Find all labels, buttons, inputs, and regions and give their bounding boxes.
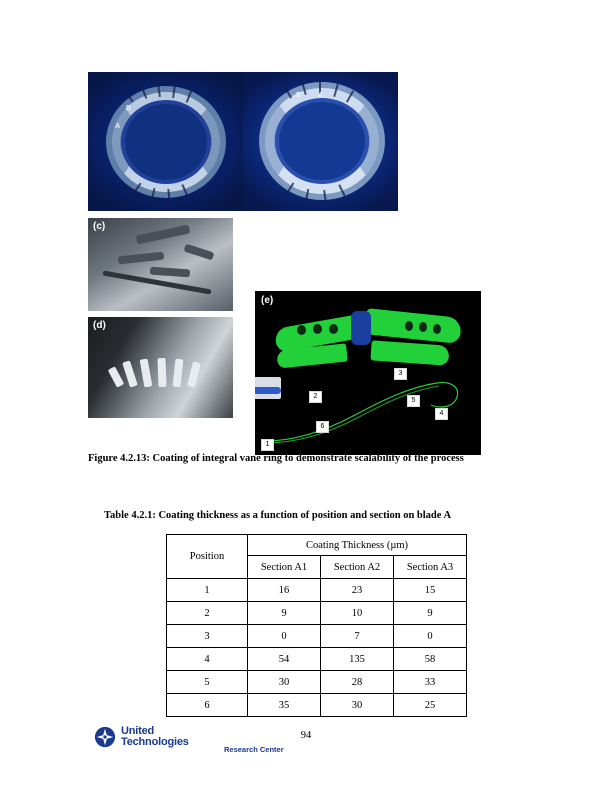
table-row bbox=[167, 648, 467, 671]
photo-a-mark-a: A bbox=[115, 123, 121, 130]
profile-trace bbox=[255, 291, 481, 455]
vane-ring-inner bbox=[121, 100, 211, 184]
callout-3: 3 bbox=[394, 368, 407, 380]
cell-a1: 35 bbox=[248, 694, 321, 717]
panel-d-label: (d) bbox=[93, 320, 106, 331]
callout-6: 6 bbox=[316, 421, 329, 433]
vane-slot bbox=[136, 224, 191, 244]
header-section-a1: Section A1 bbox=[248, 556, 321, 579]
vane-slot bbox=[183, 244, 214, 261]
cell-a2: 30 bbox=[321, 694, 394, 717]
cell-a2: 7 bbox=[321, 625, 394, 648]
panel-e-label: (e) bbox=[261, 295, 274, 306]
logo-line-2: Technologies bbox=[121, 736, 189, 748]
cell-a2: 135 bbox=[321, 648, 394, 671]
cell-a1: 54 bbox=[248, 648, 321, 671]
cell-a3: 0 bbox=[394, 625, 467, 648]
vane-fin bbox=[173, 359, 184, 388]
cell-a1: 30 bbox=[248, 671, 321, 694]
cell-a3: 25 bbox=[394, 694, 467, 717]
cell-a3: 15 bbox=[394, 579, 467, 602]
photo-b-mark-a: A bbox=[318, 92, 324, 99]
photo-panel-e bbox=[255, 291, 481, 455]
table-row bbox=[167, 602, 467, 625]
cell-position: 5 bbox=[167, 671, 248, 694]
reference-tag-stripe bbox=[255, 387, 281, 394]
logo-line-1: United bbox=[121, 725, 155, 737]
coating-thickness-table bbox=[166, 534, 467, 717]
cell-a2: 28 bbox=[321, 671, 394, 694]
header-coating-thickness: Coating Thickness (µm) bbox=[248, 535, 467, 556]
header-section-a2: Section A2 bbox=[321, 556, 394, 579]
vane-fin bbox=[187, 361, 201, 387]
photo-panel-c bbox=[88, 218, 233, 311]
cell-position: 2 bbox=[167, 602, 248, 625]
cell-a1: 9 bbox=[248, 602, 321, 625]
vane-fin bbox=[108, 366, 124, 387]
cell-a1: 16 bbox=[248, 579, 321, 602]
header-section-a3: Section A3 bbox=[394, 556, 467, 579]
vane-fin bbox=[122, 360, 138, 387]
vane-slot bbox=[118, 252, 165, 265]
photo-panel-b bbox=[243, 72, 398, 211]
cell-a3: 58 bbox=[394, 648, 467, 671]
callout-2: 2 bbox=[309, 391, 322, 403]
photo-panel-a bbox=[88, 72, 243, 211]
cell-position: 6 bbox=[167, 694, 248, 717]
page-number: 94 bbox=[300, 730, 312, 741]
research-center-label: Research Center bbox=[224, 745, 284, 754]
table-header-row bbox=[167, 535, 467, 556]
callout-5: 5 bbox=[407, 395, 420, 407]
figure-lower-rows bbox=[88, 218, 528, 448]
photo-panel-d bbox=[88, 317, 233, 418]
cell-a2: 23 bbox=[321, 579, 394, 602]
cell-position: 3 bbox=[167, 625, 248, 648]
cell-a3: 9 bbox=[394, 602, 467, 625]
table-row bbox=[167, 579, 467, 602]
table-row bbox=[167, 671, 467, 694]
panel-c-label: (c) bbox=[93, 221, 106, 232]
header-position: Position bbox=[167, 535, 248, 579]
cell-position: 4 bbox=[167, 648, 248, 671]
logo-mark-icon bbox=[94, 726, 116, 748]
callout-1: 1 bbox=[261, 439, 274, 451]
table-row bbox=[167, 694, 467, 717]
figure-4-2-13 bbox=[88, 72, 528, 448]
callout-4: 4 bbox=[435, 408, 448, 420]
united-technologies-logo bbox=[94, 726, 189, 748]
table-row bbox=[167, 625, 467, 648]
photo-b-mark-b: B bbox=[296, 92, 302, 99]
cell-a3: 33 bbox=[394, 671, 467, 694]
table-caption: Table 4.2.1: Coating thickness as a function of position and section on blade A bbox=[104, 510, 452, 521]
figure-top-row bbox=[88, 72, 398, 211]
vane-fin bbox=[157, 358, 166, 387]
vane-fin bbox=[140, 359, 153, 388]
figure-caption: Figure 4.2.13: Coating of integral vane ring to demonstrate scalability of the process bbox=[88, 453, 464, 464]
cell-position: 1 bbox=[167, 579, 248, 602]
vane-slot bbox=[150, 267, 190, 278]
cell-a2: 10 bbox=[321, 602, 394, 625]
photo-a-mark-b: B bbox=[126, 105, 132, 112]
cell-a1: 0 bbox=[248, 625, 321, 648]
vane-ring-inner bbox=[275, 98, 369, 184]
